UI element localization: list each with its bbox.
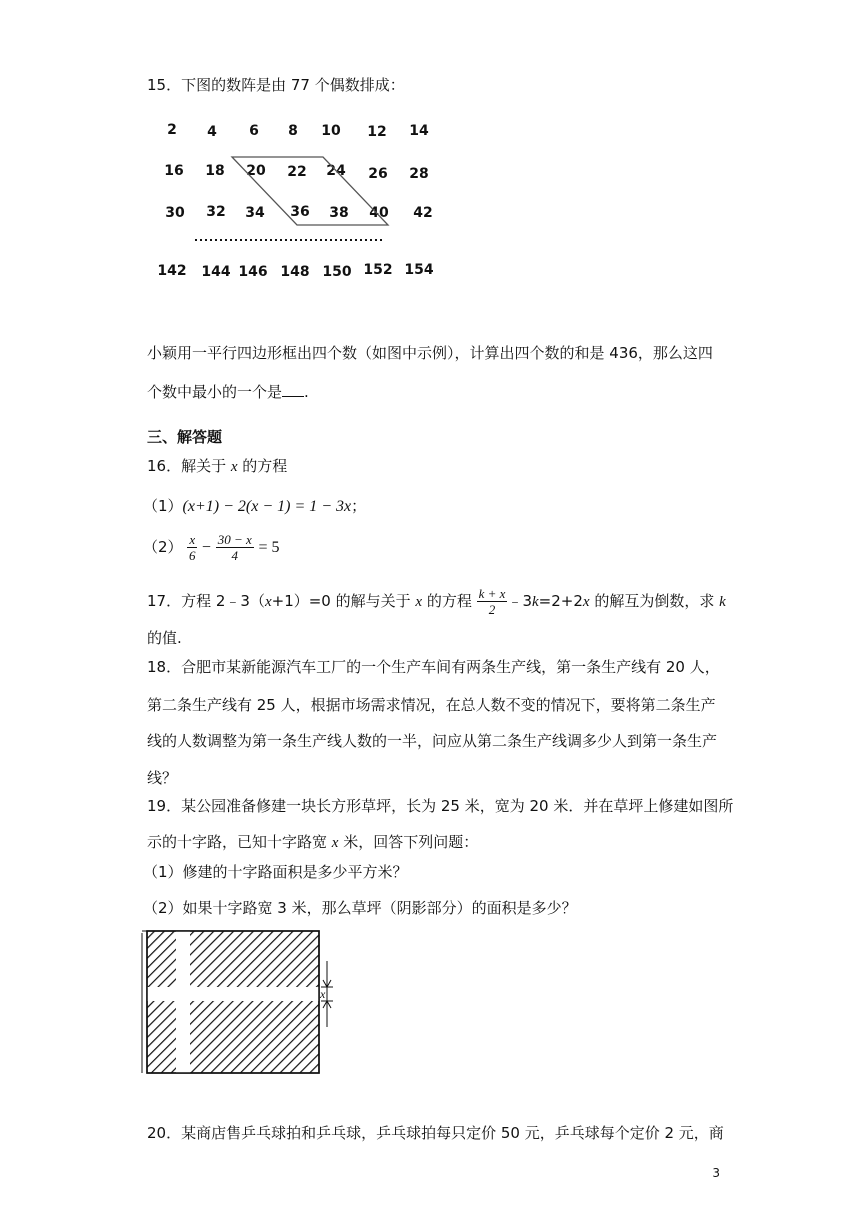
array-cell: 30 — [165, 205, 185, 221]
array-cell: 32 — [206, 204, 226, 220]
array-cell: 142 — [157, 263, 187, 279]
array-cell: 36 — [290, 204, 310, 220]
array-cell: 146 — [238, 264, 268, 280]
q17-text-d: ﹣3 — [507, 592, 532, 610]
array-cell: 148 — [280, 264, 310, 280]
array-cell: 6 — [249, 123, 259, 139]
road-width-label: x — [320, 987, 326, 1001]
section-heading: 三、解答题 — [147, 428, 223, 446]
vertical-road — [176, 931, 190, 1073]
q16-p2-label: （2） — [143, 538, 183, 556]
q17-var: k — [531, 594, 539, 610]
q16-p1-end: ； — [351, 497, 367, 515]
q17-text-f: 的解互为倒数，求 — [589, 592, 720, 610]
q16-stem-a: 16．解关于 — [147, 457, 231, 475]
q15-line2-end: . — [304, 383, 309, 401]
q17-line2: 的值. — [147, 629, 182, 647]
q18-line2: 第二条生产线有 25 人，根据市场需求情况，在总人数不变的情况下，要将第二条生产 — [147, 696, 716, 714]
q19-part1: （1）修建的十字路面积是多少平方米？ — [143, 863, 408, 881]
horizontal-road — [147, 987, 319, 1001]
array-cell: 40 — [369, 205, 389, 221]
q19-var: x — [331, 835, 339, 851]
frac1-numerator: x — [189, 532, 196, 547]
q19-line1: 19．某公园准备修建一块长方形草坪，长为 25 米，宽为 20 米．并在草坪上修建如图所 — [147, 797, 734, 815]
q20-line1: 20．某商店售乒乓球拍和乒乓球，乒乓球拍每只定价 50 元，乒乓球每个定价 2 元，商 — [147, 1124, 724, 1142]
q15-line2 — [147, 382, 309, 402]
array-cell: 34 — [245, 205, 265, 221]
array-cell: 26 — [368, 166, 388, 182]
q18-line1: 18．合肥市某新能源汽车工厂的一个生产车间有两条生产线，第一条生产线有 20 人， — [147, 658, 720, 676]
q17-var: x — [415, 594, 423, 610]
q17-frac-numerator: k + x — [478, 586, 506, 601]
q16-p2-frac2 — [216, 532, 254, 563]
q19-text-b: 米，回答下列问题： — [338, 833, 479, 851]
q18-line4: 线？ — [147, 769, 178, 787]
q16-part2 — [143, 530, 280, 565]
array-cell: 152 — [363, 262, 393, 278]
array-cell: 150 — [322, 264, 352, 280]
array-cell: 8 — [288, 123, 298, 139]
q16-part1 — [143, 496, 366, 517]
q17-text-b: +1）=0 的解与关于 — [271, 592, 416, 610]
q17-line1 — [147, 584, 726, 619]
q16-stem — [147, 456, 287, 477]
array-cell: 20 — [246, 163, 266, 179]
frac2-numerator: 30 − x — [217, 532, 252, 547]
array-cell: 24 — [326, 163, 346, 179]
q17-var: x — [582, 594, 590, 610]
q17-var: k — [719, 594, 726, 610]
lawn-rectangle — [147, 931, 319, 1073]
array-cell: 18 — [205, 163, 225, 179]
array-cell: 144 — [201, 264, 231, 280]
array-cell: 22 — [287, 164, 307, 180]
array-cell: 4 — [207, 124, 217, 140]
q16-p1-expr: (x+1) − 2(x − 1) = 1 − 3x — [182, 498, 352, 515]
frac1-denominator: 6 — [188, 548, 196, 563]
page-number: 3 — [712, 1166, 720, 1180]
answer-blank[interactable] — [282, 382, 304, 397]
q15-stem: 15．下图的数阵是由 77 个偶数排成： — [147, 76, 405, 94]
q17-frac — [477, 586, 508, 617]
array-cell: 154 — [404, 262, 434, 278]
q17-var: x — [264, 594, 272, 610]
q18-line3: 线的人数调整为第一条生产线人数的一半，问应从第二条生产线调多少人到第一条生产 — [147, 732, 718, 750]
array-cell: 14 — [409, 123, 429, 139]
q16-p1-label: （1） — [143, 497, 183, 515]
even-number-array — [0, 0, 860, 300]
q16-stem-var: x — [230, 459, 238, 475]
array-cell: 10 — [321, 123, 341, 139]
q15-line1: 小颖用一平行四边形框出四个数（如图中示例），计算出四个数的和是 436，那么这四 — [147, 344, 713, 362]
q19-line2 — [147, 832, 478, 853]
array-cell: 28 — [409, 166, 429, 182]
q16-p2-rhs: = 5 — [258, 539, 280, 556]
parallelogram-frame — [232, 157, 388, 225]
q16-p2-frac1 — [187, 532, 197, 563]
q17-frac-denominator: 2 — [488, 602, 496, 617]
array-cell: 2 — [167, 122, 177, 138]
array-cell: 16 — [164, 163, 184, 179]
array-cell: 42 — [413, 205, 433, 221]
q19-text-a: 示的十字路，已知十字路宽 — [147, 833, 332, 851]
array-overlay — [0, 0, 860, 300]
q17-text-e: =2+2 — [538, 592, 583, 610]
lawn-figure — [140, 925, 350, 1080]
q16-stem-b: 的方程 — [237, 457, 288, 475]
q15-line2-text: 个数中最小的一个是 — [147, 383, 283, 401]
q19-part2: （2）如果十字路宽 3 米，那么草坪（阴影部分）的面积是多少？ — [143, 899, 577, 917]
array-cell: 38 — [329, 205, 349, 221]
q17-text-a: 17．方程 2﹣3（ — [147, 592, 265, 610]
frac2-denominator: 4 — [231, 548, 238, 563]
q16-p2-minus: − — [201, 539, 211, 556]
array-cell: 12 — [367, 124, 387, 140]
q17-text-c: 的方程 — [422, 592, 472, 610]
